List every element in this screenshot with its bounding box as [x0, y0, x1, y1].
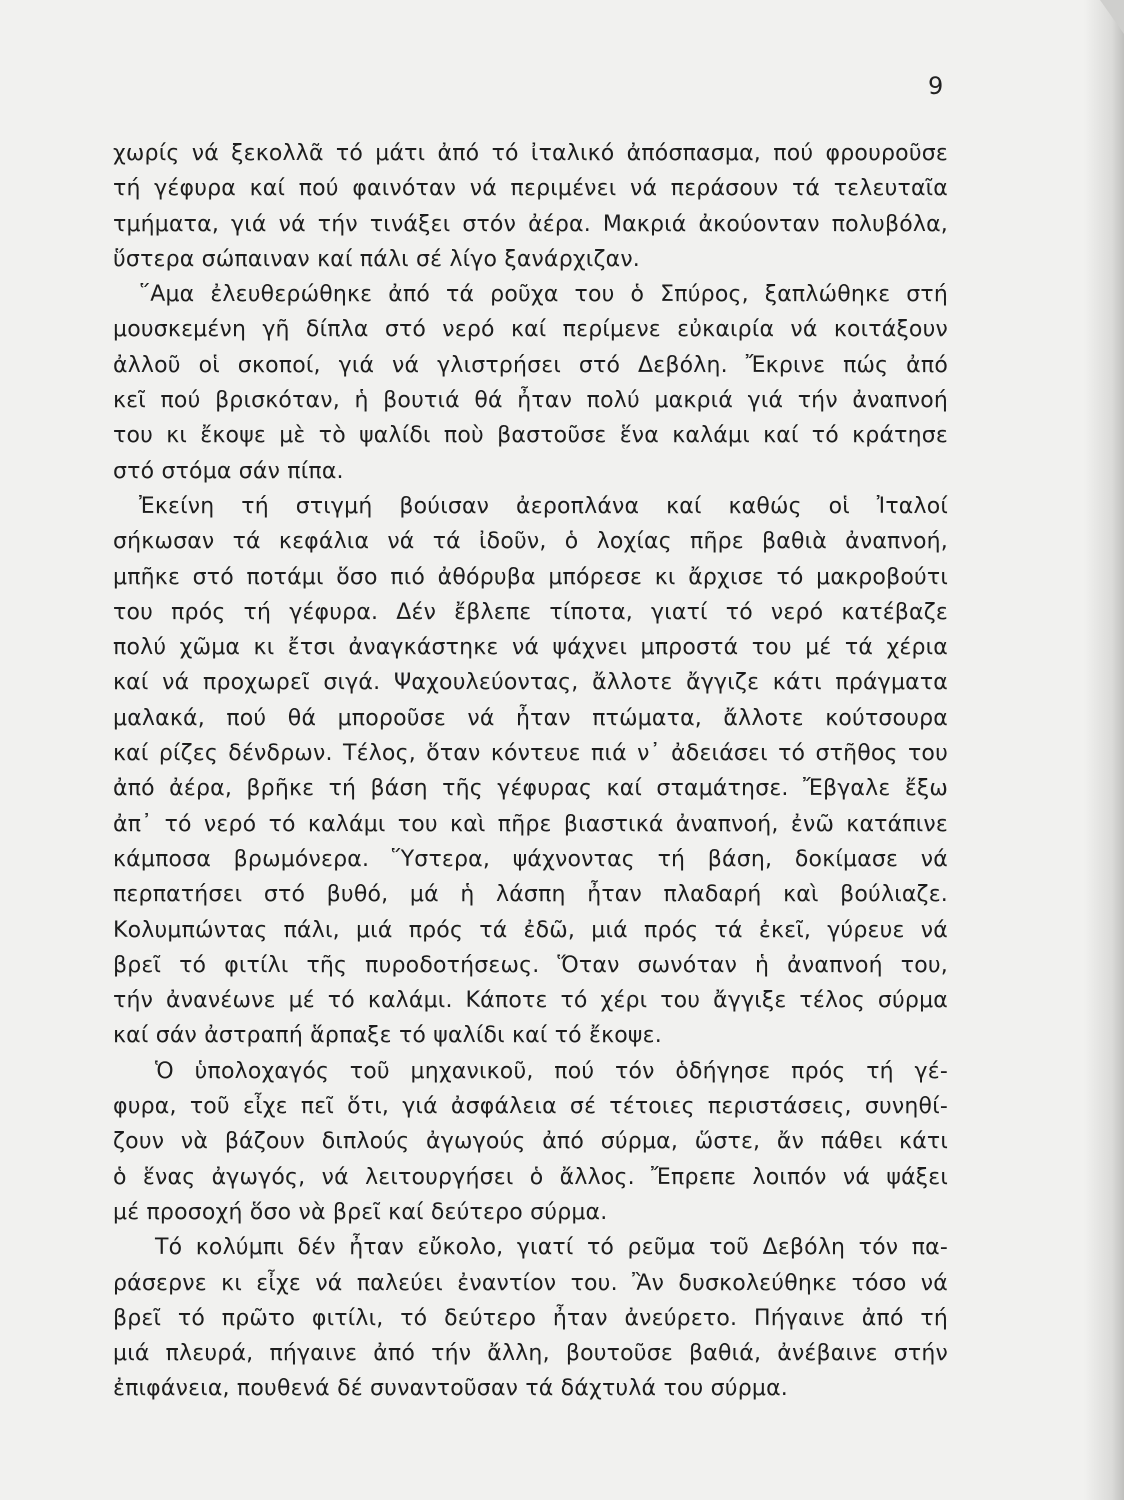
text-line: τήν ἀνανέωνε μέ τό καλάμι. Κάποτε τό χέρι του ἄγγιξε τέλος σύρμα — [113, 988, 948, 1014]
text-line: τμήματα, γιά νά τήν τινάξει στόν ἀέρα. Μακριά ἀκούονταν πολυβόλα, — [113, 211, 948, 237]
text-line: Κολυμπώντας πάλι, μιά πρός τά ἐδῶ, μιά πρός τά ἐκεῖ, γύρευε νά — [113, 917, 948, 943]
text-line: ράσερνε κι εἶχε νά παλεύει ἐναντίον του. Ἂν δυσκολεύθηκε τόσο νά — [113, 1270, 948, 1296]
text-line: περπατήσει στό βυθό, μά ἡ λάσπη ἦταν πλαδαρή καὶ βούλιαζε. — [113, 882, 948, 908]
text-line: ῞Αμα ἐλευθερώθηκε ἀπό τά ροῦχα του ὁ Σπύρος, ξαπλώθηκε στή — [139, 282, 948, 308]
text-line: τή γέφυρα καί πού φαινόταν νά περιμένει νά περάσουν τά τελευταῖα — [113, 176, 948, 202]
text-line: Ἐκείνη τή στιγμή βούισαν ἀεροπλάνα καί καθώς οἱ Ἰταλοί — [139, 493, 948, 519]
text-line: βρεῖ τό φιτίλι τῆς πυροδοτήσεως. Ὅταν σωνόταν ἡ ἀναπνοή του, — [113, 952, 948, 978]
text-line: του κι ἔκοψε μὲ τὸ ψαλίδι ποὺ βαστοῦσε ἕνα καλάμι καί τό κράτησε — [113, 423, 948, 449]
text-line: ἀπ᾽ τό νερό τό καλάμι του καὶ πῆρε βιαστικά ἀναπνοή, ἐνῶ κατάπινε — [113, 811, 948, 837]
text-line: βρεῖ τό πρῶτο φιτίλι, τό δεύτερο ἦταν ἀνεύρετο. Πήγαινε ἀπό τή — [113, 1305, 948, 1331]
text-line: Ὁ ὑπολοχαγός τοῦ μηχανικοῦ, πού τόν ὁδήγησε πρός τή γέ- — [155, 1058, 948, 1084]
text-line: κάμποσα βρωμόνερα. Ὕστερα, ψάχνοντας τή βάση, δοκίμασε νά — [113, 846, 948, 872]
text-line: μουσκεμένη γῆ δίπλα στό νερό καί περίμενε εὐκαιρία νά κοιτάξουν — [113, 317, 948, 343]
text-line: κεῖ πού βρισκόταν, ἡ βουτιά θά ἦταν πολύ μακριά γιά τήν ἀναπνοή — [113, 388, 948, 414]
page-number: 9 — [928, 72, 944, 100]
text-line: ὕστερα σώπαιναν καί πάλι σέ λίγο ξανάρχιζαν. — [113, 246, 641, 272]
text-line: Τό κολύμπι δέν ἦταν εὔκολο, γιατί τό ρεῦμα τοῦ Δεβόλη τόν πα- — [155, 1235, 948, 1261]
text-line: ὁ ἕνας ἀγωγός, νά λειτουργήσει ὁ ἄλλος. Ἔπρεπε λοιπόν νά ψάξει — [113, 1164, 948, 1190]
text-line: ἐπιφάνεια, πουθενά δέ συναντοῦσαν τά δάχτυλά του σύρμα. — [113, 1376, 788, 1402]
text-line: χωρίς νά ξεκολλᾶ τό μάτι ἀπό τό ἰταλικό ἀπόσπασμα, πού φρουροῦσε — [113, 141, 948, 166]
text-line: καί σάν ἀστραπή ἅρπαξε τό ψαλίδι καί τό ἔκοψε. — [113, 1023, 662, 1049]
text-line: φυρα, τοῦ εἶχε πεῖ ὅτι, γιά ἀσφάλεια σέ τέτοιες περιστάσεις, συνηθί- — [113, 1094, 948, 1120]
body-text — [113, 136, 948, 1407]
text-line: ἀπό ἀέρα, βρῆκε τή βάση τῆς γέφυρας καί σταμάτησε. Ἔβγαλε ἔξω — [113, 776, 948, 802]
page-edge-shadow — [1084, 0, 1124, 1500]
text-line: σήκωσαν τά κεφάλια νά τά ἰδοῦν, ὁ λοχίας πῆρε βαθιὰ ἀναπνοή, — [113, 529, 948, 555]
text-line: ζουν νὰ βάζουν διπλούς ἀγωγούς ἀπό σύρμα, ὥστε, ἄν πάθει κάτι — [113, 1129, 948, 1155]
text-line: μαλακά, πού θά μποροῦσε νά ἦταν πτώματα, ἄλλοτε κούτσουρα — [113, 705, 948, 731]
text-line: ἀλλοῦ οἱ σκοποί, γιά νά γλιστρήσει στό Δεβόλη. Ἔκρινε πώς ἀπό — [113, 352, 948, 378]
text-line: καί νά προχωρεῖ σιγά. Ψαχουλεύοντας, ἄλλοτε ἄγγιζε κάτι πράγματα — [113, 670, 948, 696]
text-line: καί ρίζες δένδρων. Τέλος, ὅταν κόντευε πιά ν᾽ ἀδειάσει τό στῆθος του — [113, 741, 948, 767]
text-line: μπῆκε στό ποτάμι ὅσο πιό ἀθόρυβα μπόρεσε κι ἄρχισε τό μακροβούτι — [113, 564, 948, 590]
text-line: του πρός τή γέφυρα. Δέν ἔβλεπε τίποτα, γιατί τό νερό κατέβαζε — [113, 599, 948, 625]
page-corner-fold — [1100, 0, 1124, 34]
text-line: πολύ χῶμα κι ἔτσι ἀναγκάστηκε νά ψάχνει μπροστά του μέ τά χέρια — [113, 635, 948, 661]
text-line: στό στόμα σάν πίπα. — [113, 458, 344, 484]
text-line: μέ προσοχή ὅσο νὰ βρεῖ καί δεύτερο σύρμα. — [113, 1199, 608, 1225]
text-line: μιά πλευρά, πήγαινε ἀπό τήν ἄλλη, βουτοῦσε βαθιά, ἀνέβαινε στήν — [113, 1341, 948, 1367]
